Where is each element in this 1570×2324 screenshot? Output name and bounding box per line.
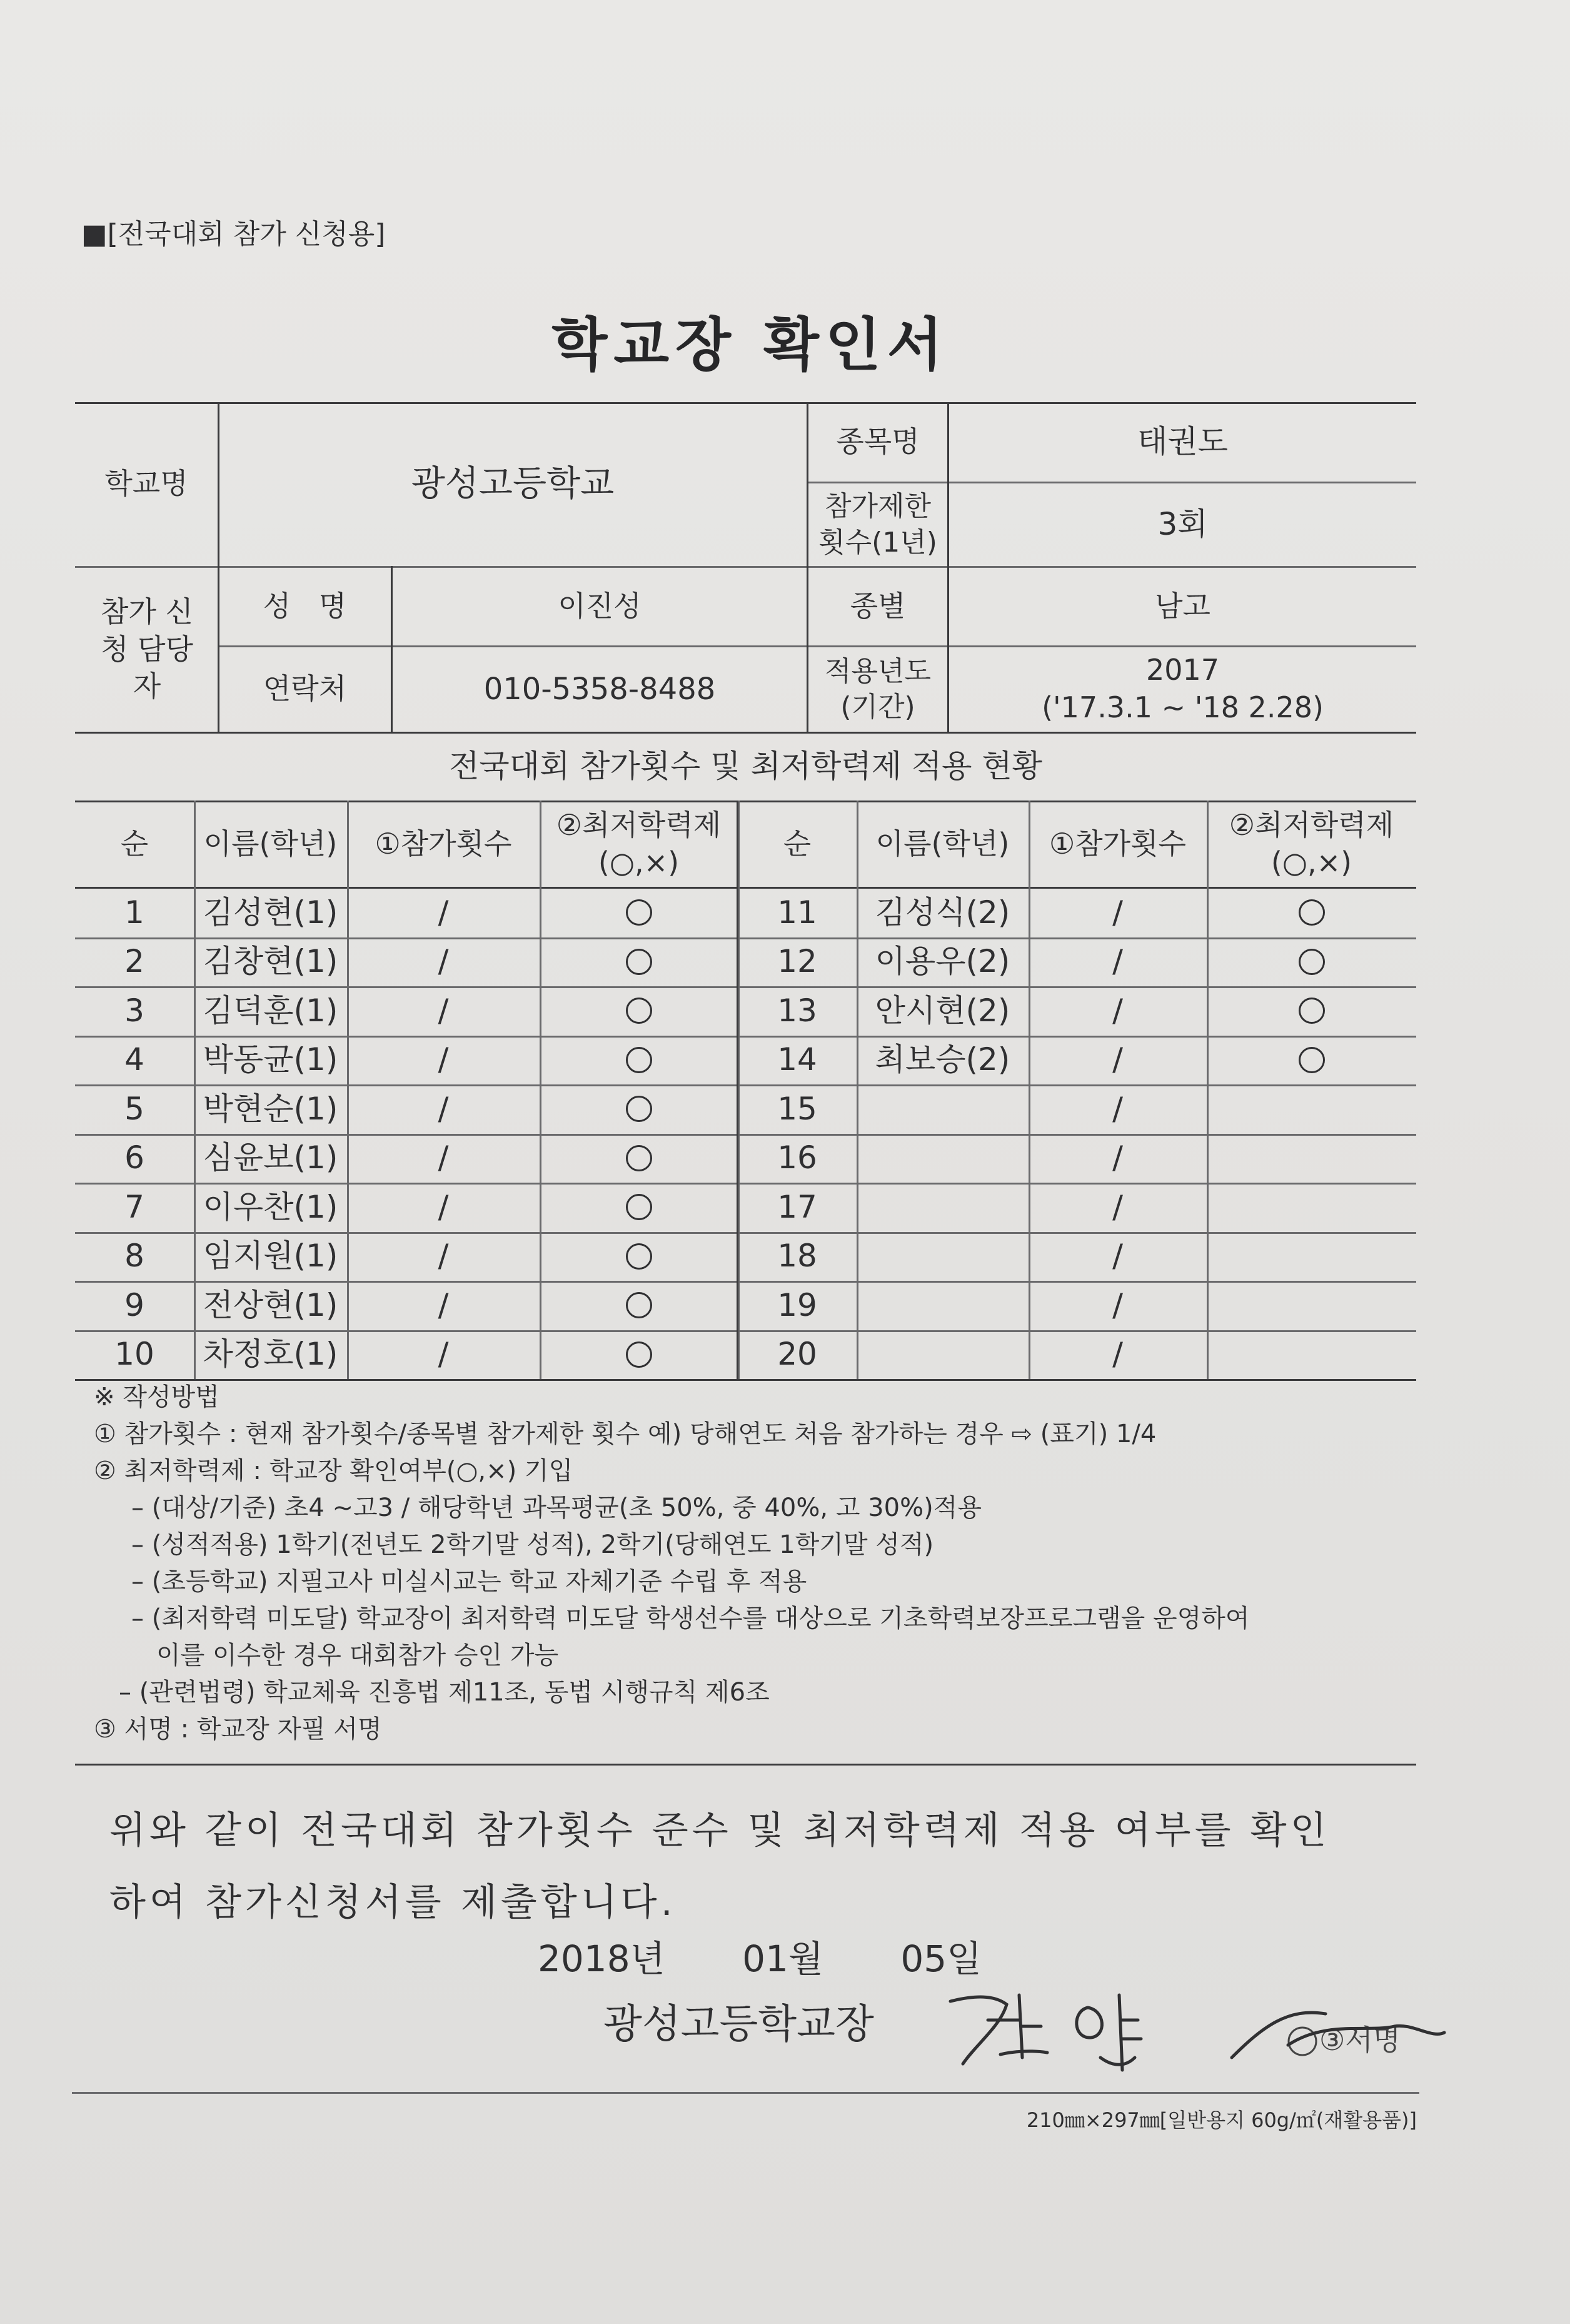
academic-check-mark — [540, 1183, 738, 1232]
table-rule — [75, 1281, 1416, 1283]
table-rule — [75, 1134, 1416, 1136]
table-rule — [737, 801, 738, 1379]
row-number: 7 — [124, 1188, 144, 1225]
declaration-line: 위와 같이 전국대회 참가횟수 준수 및 최저학력제 적용 여부를 확인 — [109, 1809, 1331, 1852]
sport-label: 종목명 — [836, 424, 920, 458]
academic-check-mark — [1207, 986, 1416, 1036]
student-name: 이용우(2) — [875, 943, 1010, 980]
participation-count: / — [438, 1188, 449, 1225]
academic-check-mark — [540, 1281, 738, 1330]
circle-mark-icon — [626, 1145, 652, 1171]
table-rule — [75, 1330, 1416, 1332]
row-number: 17 — [777, 1188, 817, 1225]
applicant-label: 참가 신청 담당자 — [101, 594, 193, 704]
bottom-rule — [72, 2092, 1419, 2094]
handwritten-signature — [938, 1976, 1451, 2076]
row-number: 20 — [777, 1336, 817, 1373]
row-number: 16 — [777, 1139, 817, 1176]
participation-count: / — [1112, 1090, 1123, 1127]
participation-count: / — [438, 1238, 449, 1275]
contact-value: 010-5358-8488 — [483, 671, 716, 707]
circle-mark-icon — [1299, 1047, 1325, 1073]
circle-mark-icon — [1299, 949, 1325, 975]
table-rule — [1207, 801, 1209, 1379]
row-number: 9 — [124, 1286, 144, 1323]
table-rule — [857, 801, 858, 1379]
student-name: 박현순(1) — [203, 1090, 338, 1127]
row-number: 3 — [124, 992, 144, 1029]
circle-mark-icon — [626, 1047, 652, 1073]
header-no: 순 — [120, 827, 149, 861]
table-rule — [194, 801, 196, 1379]
participation-count: / — [438, 1336, 449, 1373]
student-name: 김덕훈(1) — [203, 992, 338, 1029]
header-mark: ②최저학력제 (○,×) — [556, 808, 722, 879]
instruction-item: – (대상/기준) 초4 ~고3 / 해당학년 과목평균(초 50%, 중 40%, 고 30%)적용 — [131, 1493, 982, 1522]
row-number: 4 — [124, 1041, 144, 1078]
year-cell — [949, 647, 1416, 732]
student-name: 김창현(1) — [203, 943, 338, 980]
student-name: 김성식(2) — [875, 894, 1010, 931]
document-title: 학교장 확인서 — [551, 311, 949, 378]
participation-count: / — [438, 943, 449, 980]
student-name: 심윤보(1) — [203, 1139, 338, 1176]
academic-check-mark — [540, 986, 738, 1036]
category-label: 종별 — [850, 589, 906, 623]
student-name: 이우찬(1) — [203, 1188, 338, 1225]
header-count-right: ①참가횟수 — [1049, 827, 1186, 861]
date-year: 2018년 — [538, 1938, 665, 1980]
circle-mark-icon — [1299, 899, 1325, 926]
school-value: 광성고등학교 — [411, 463, 615, 504]
row-number: 18 — [777, 1238, 817, 1275]
instruction-heading: ※ 작성방법 — [94, 1383, 219, 1412]
participation-count: / — [438, 1286, 449, 1323]
sport-value: 태권도 — [1137, 423, 1228, 460]
row-number: 13 — [777, 992, 817, 1029]
row-number: 12 — [777, 943, 817, 980]
paper-spec-footer: 210㎜×297㎜[일반용지 60g/㎡(재활용품)] — [1026, 2108, 1417, 2132]
category-value: 남고 — [1155, 589, 1210, 623]
status-title: 전국대회 참가횟수 및 최저학력제 적용 현황 — [449, 747, 1042, 784]
student-name: 임지원(1) — [203, 1238, 338, 1275]
participation-count: / — [1112, 1286, 1123, 1323]
instruction-item: – (초등학교) 지필고사 미실시교는 학교 자체기준 수립 후 적용 — [131, 1567, 807, 1596]
table-rule — [75, 1232, 1416, 1234]
circle-mark-icon — [626, 998, 652, 1024]
table-rule — [1029, 801, 1030, 1379]
student-name: 차정호(1) — [203, 1336, 338, 1373]
contact-label: 연락처 — [263, 672, 347, 706]
circle-mark-icon — [1299, 998, 1325, 1024]
participation-count: / — [438, 1041, 449, 1078]
row-number: 2 — [124, 943, 144, 980]
participation-count: / — [1112, 1188, 1123, 1225]
date-day: 05일 — [900, 1938, 982, 1980]
table-rule — [75, 887, 1416, 889]
instruction-item: – (최저학력 미도달) 학교장이 최저학력 미도달 학생선수를 대상으로 기초학력보장프로그램을 운영하여 — [131, 1604, 1250, 1633]
student-name: 박동균(1) — [203, 1041, 338, 1078]
circle-mark-icon — [626, 1243, 652, 1270]
academic-check-mark — [1207, 888, 1416, 937]
student-name: 전상현(1) — [203, 1286, 338, 1323]
participation-count: / — [1112, 1041, 1123, 1078]
circle-mark-icon — [626, 1096, 652, 1122]
circle-mark-icon — [626, 1292, 652, 1318]
period-value: ('17.3.1 ~ '18 2.28) — [1042, 690, 1324, 724]
circle-mark-icon — [626, 899, 652, 926]
participation-count: / — [1112, 1336, 1123, 1373]
year-value: 2017 — [1145, 653, 1220, 687]
row-number: 6 — [124, 1139, 144, 1176]
year-label: 적용년도 (기간) — [824, 655, 931, 723]
table-rule — [75, 986, 1416, 988]
academic-check-mark — [540, 1330, 738, 1380]
signature-label: ③서명 — [1319, 2023, 1401, 2057]
school-label: 학교명 — [104, 467, 188, 501]
academic-check-mark — [1207, 1036, 1416, 1085]
participation-count: / — [1112, 1238, 1123, 1275]
row-number: 8 — [124, 1238, 144, 1275]
header-count: ①참가횟수 — [375, 827, 512, 861]
table-rule — [75, 801, 1416, 802]
table-rule — [75, 1084, 1416, 1086]
table-rule — [75, 1183, 1416, 1185]
row-number: 5 — [124, 1090, 144, 1127]
instruction-item: 이를 이수한 경우 대회참가 승인 가능 — [156, 1641, 559, 1670]
participation-count: / — [1112, 992, 1123, 1029]
instruction-item: ② 최저학력제 : 학교장 확인여부(○,×) 기입 — [94, 1457, 573, 1485]
instructions — [94, 1379, 1250, 1748]
student-name: 최보승(2) — [875, 1041, 1010, 1078]
declaration — [109, 1795, 1331, 1939]
row-number: 14 — [777, 1041, 817, 1078]
instruction-item: – (관련법령) 학교체육 진흥법 제11조, 동법 시행규칙 제6조 — [119, 1678, 770, 1707]
instruction-item: ③ 서명 : 학교장 자필 서명 — [94, 1715, 382, 1744]
instruction-item: ① 참가횟수 : 현재 참가횟수/종목별 참가제한 횟수 예) 당해연도 처음 참가하는 경우 ⇨ (표기) 1/4 — [94, 1420, 1157, 1448]
academic-check-mark — [540, 1134, 738, 1183]
row-number: 15 — [777, 1090, 817, 1127]
participation-count: / — [1112, 1139, 1123, 1176]
header-no-right: 순 — [783, 827, 812, 861]
instruction-item: – (성적적용) 1학기(전년도 2학기말 성적), 2학기(당해연도 1학기말 성적) — [131, 1530, 934, 1559]
participation-count: / — [438, 992, 449, 1029]
student-name — [857, 1134, 1029, 1183]
row-number: 11 — [777, 894, 817, 931]
table-rule — [347, 801, 349, 1379]
limit-value: 3회 — [1157, 506, 1208, 542]
academic-check-mark — [540, 888, 738, 937]
student-name — [857, 1183, 1029, 1232]
participation-count: / — [438, 894, 449, 931]
name-label: 성 명 — [263, 589, 347, 623]
academic-check-mark — [540, 937, 738, 987]
header-name-right: 이름(학년) — [875, 827, 1010, 861]
declaration-line: 하여 참가신청서를 제출합니다. — [109, 1881, 677, 1924]
participation-count: / — [1112, 894, 1123, 931]
header-name: 이름(학년) — [203, 827, 338, 861]
student-name — [857, 1330, 1029, 1380]
date-month: 01월 — [742, 1938, 823, 1980]
academic-check-mark — [540, 1232, 738, 1281]
row-number: 10 — [114, 1336, 154, 1373]
table-rule — [540, 801, 541, 1379]
student-name — [857, 1281, 1029, 1330]
divider — [75, 1764, 1416, 1766]
participation-count: / — [438, 1139, 449, 1176]
student-name: 김성현(1) — [203, 894, 338, 931]
row-number: 1 — [124, 894, 144, 931]
principal-title: 광성고등학교장 — [603, 2001, 874, 2048]
submission-date — [538, 1929, 982, 1982]
circle-mark-icon — [626, 1341, 652, 1368]
table-rule — [75, 937, 1416, 939]
academic-check-mark — [1207, 937, 1416, 987]
participation-count: / — [1112, 943, 1123, 980]
header-mark-right: ②최저학력제 (○,×) — [1229, 808, 1394, 879]
table-rule — [75, 1036, 1416, 1038]
student-name — [857, 1084, 1029, 1134]
participation-count: / — [438, 1090, 449, 1127]
student-name: 안시현(2) — [875, 992, 1010, 1029]
row-number: 19 — [777, 1286, 817, 1323]
academic-check-mark — [540, 1036, 738, 1085]
circle-mark-icon — [626, 949, 652, 975]
academic-check-mark — [540, 1084, 738, 1134]
form-tag: ■[전국대회 참가 신청용] — [81, 218, 386, 250]
student-name — [857, 1232, 1029, 1281]
limit-label: 참가제한 횟수(1년) — [818, 490, 937, 558]
name-value: 이진성 — [558, 589, 642, 623]
circle-mark-icon — [626, 1194, 652, 1220]
